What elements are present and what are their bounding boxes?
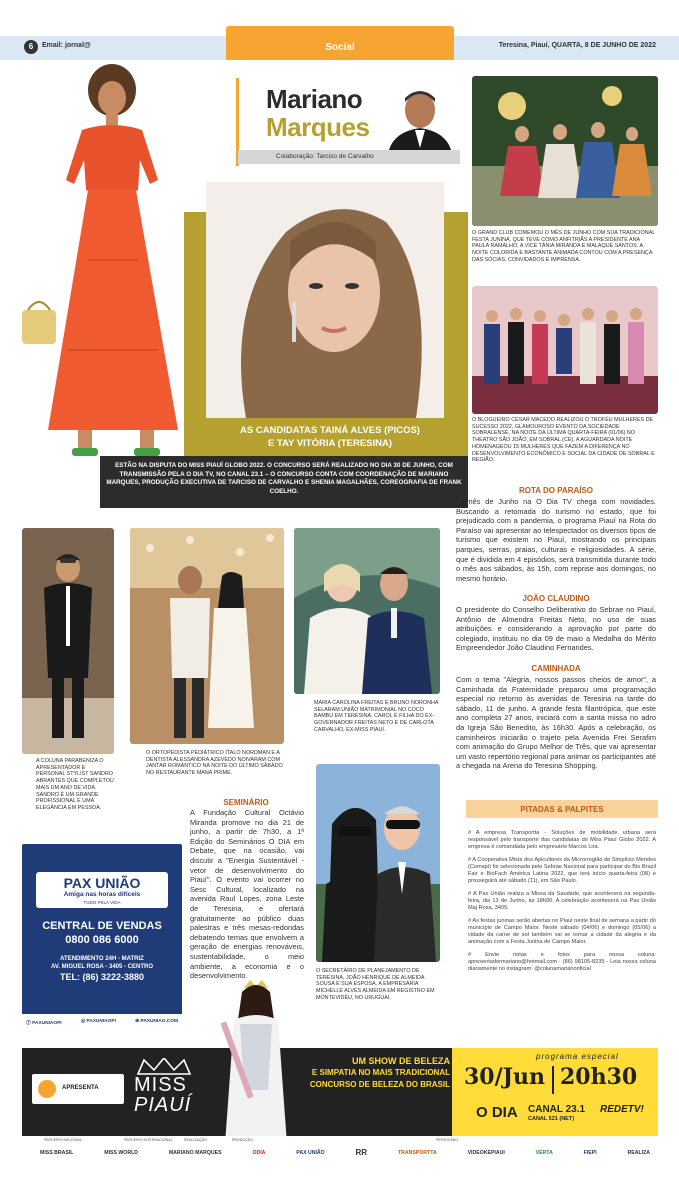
masthead-last-name: Marques	[266, 112, 370, 142]
pax-hours: ATENDIMENTO 24H - MATRIZ	[60, 956, 144, 962]
sponsor-label: PATROCÍNIO	[436, 1138, 458, 1142]
section-tab: Social	[226, 26, 454, 60]
sponsor-label: PARCEIRO NACIONAL	[44, 1138, 82, 1142]
feature-body: ESTÃO NA DISPUTA DO MISS PIAUÍ GLOBO 2022. O CONCURSO SERÁ REALIZADO NO DIA 30 DE JUNHO, COM TRANSMISSÃO PELA O DIA TV, NO CANAL 23.1 – O CONCURSO CONTA COM COORDENAÇÃO DE MARIANO MARQUES, PRODUÇÃO EXECUTIVA DE TARCISO DE CARVALHO E SHENIA MAGALHÃES, COREOGRAFIA DE FRANK COELHO.	[106, 462, 462, 495]
sponsor-label: PRODUÇÃO	[232, 1138, 253, 1142]
pax-website[interactable]	[135, 1019, 178, 1026]
sponsor-logo: VERTA	[535, 1149, 553, 1156]
caption-casal: MARIA CAROLINA FREITAS E BRUNO NORONHA SELARAM UNIÃO MATRIMONIAL NO COCO BAMBU EM TERESINA. CAROL É FILHA DO EX-GOVERNADOR FREITAS NETO E DE CARLOTA CARVALHO, EX-MISS PIAUÍ.	[314, 700, 439, 733]
miss-winner-photo	[214, 980, 298, 1158]
engaged-couple-photo	[130, 528, 284, 744]
pax-slogan: Amiga nas horas difíceis	[63, 891, 141, 898]
pax-address: AV. MIGUEL ROSA - 3405 - CENTRO	[50, 964, 154, 970]
pitadas-item: # A Cooperativa Mista dos Apicultores da Microrregião de Simplício Mendes (Comapi) foi selecionada pelo Sebrae Nacional para participar do Bio Brazil Fair e BioFach América Latina 2022, que terá início quarta-feira (08) e prosseguirá até sábado (11), em São Paulo.	[468, 857, 656, 884]
header-dateline: Teresina, Piauí, QUARTA, 8 DE JUNHO DE 2022	[498, 42, 656, 49]
pax-tagline: TUDO PELA VIDA	[83, 900, 121, 905]
sponsor-label: REALIZAÇÃO	[184, 1138, 207, 1142]
secretario-couple-photo	[316, 764, 440, 962]
header-email: Email: jornal@	[42, 42, 91, 49]
pitadas-title: PITADAS & PALPITES	[520, 805, 604, 814]
stylist-photo	[22, 528, 114, 754]
trofeu-mulheres-photo	[472, 286, 658, 414]
facebook-icon: ⓕ	[26, 1021, 33, 1026]
wedding-couple-photo	[294, 528, 440, 694]
odia-logo: O DIA	[476, 1104, 518, 1121]
canal-net: CANAL 521 (NET)	[528, 1116, 575, 1122]
seminario-body: A Fundação Cultural Octávio Miranda promove no dia 21 de junho, a partir de 7h30, a 1ª Edição do Seminários O DIA em Debate, que na ocasião, vai discutir a "Energia Sustentável - vetor de desenvolvimento do Piauí". O evento vai ocorrer no Sesc Cultural, localizado na avenida Raul Lopes, zona Leste de Teresina, e ofertará gratuitamente ao público duas palestras e três mesas-redondas debatendo temas que envolvem a geração de energias renováveis, sustentabilidade, o meio ambiente, a economia e o desenvolvimento.	[190, 808, 304, 981]
sponsor-logo: TRANSPORTTA	[397, 1149, 437, 1156]
feature-headline-2: E TAY VITÓRIA (TERESINA)	[267, 438, 393, 449]
miss-logo-word: MISS	[134, 1074, 187, 1096]
caminhada-body: Com o tema "Alegria, nossos passos cheios de amor", a Caminhada da Fraternidade preparou uma programação especial no retorno às avenidas de Teresina na tarde do sábado, 11 de junho. A grande festa filantrópica, que este ano completa 27 anos, iniciará com a santa missa no adro da Igreja São Benedito, às 16h30. Após a celebração, os caminheiros iniciarão o trajeto pela Avenida Frei Serafim com animação do Grupo Melhor de Três, que vai apresentar um vasto repertório regional para animar os participantes até a chegada na Arena do Teresina Shopping.	[456, 675, 656, 771]
redetv-logo: REDETV!	[600, 1104, 644, 1115]
piaui-logo-word: PIAUÍ	[134, 1094, 192, 1116]
pax-sales-title: CENTRAL DE VENDAS	[42, 920, 162, 932]
caption-stylist: A COLUNA PARABENIZA O APRESENTADOR E PERSONAL STYLIST SANDRO ABRANTES QUE COMPLETOU MAIS UM ANO DE VIDA. SANDRO É UM GRANDE PROFISSIONAL E UMA ELEGÂNCIA EM PESSOA.	[36, 758, 114, 811]
pax-social-links	[26, 1019, 178, 1026]
banner-slogan-1: UM SHOW DE BELEZA	[352, 1056, 450, 1066]
caption-grand-club: O GRAND CLUB COMEMOU O MÊS DE JUNHO COM SUA TRADICIONAL FESTA JUNINA, QUE TEVE COMO ANFITRIÃS A PRESIDENTE ANA PAULA RAMALHO, A VICE TÂNIA MIRANDA E MALAQUE SANTOS. A NOITE COLORIDA E BASTANTE ANIMADA CONTOU COM A PRESENÇA DAS SÓCIAS, CONVIDADOS E IMPRENSA.	[472, 230, 656, 263]
caption-cesar-macedo: O BLOGUEIRO CÉSAR MACEDO REALIZOU O TROFÉU MULHERES DE SUCESSO 2022, GLAMOUROSO EVENTO DA SOCIEDADE SOBRALENSE, NA NOITE DA ÚLTIMA QUARTA-FEIRA (01/06) NO THEATRO SÃO JOÃO, EM SOBRAL (CE). A AGUARDADA NOITE HOMENAGEOU 15 MULHERES QUE FAZEM A DIFERENÇA NO DESENVOLVIMENTO ECONÔMICO E SOCIAL DA CIDADE DE SOBRAL E REGIÃO.	[472, 417, 655, 464]
pitadas-list	[468, 830, 656, 979]
pitadas-item: # A Pax União realiza a Missa da Saudade, que acontecerá na segunda-feira, dia 13 de Junho, às 18h00. A celebração acontecerá na Pax União Maj Rosa, 3405.	[468, 891, 656, 911]
joao-claudino-body: O presidente do Conselho Deliberativo do Sebrae no Piauí, Antônio de Almendra Freitas Neto, no uso de suas atribuições e considerando a aprovação por parte do colegiado, instituiu no dia 09 de maio a Medalha do Mérito Empreendedor João Claudino Fernandes.	[456, 605, 656, 653]
pax-social-2: PAXUNIAOPI	[86, 1019, 116, 1024]
date-divider	[552, 1066, 554, 1094]
sponsor-logo: REALIZA	[627, 1149, 650, 1156]
programa-label: programa especial	[536, 1052, 619, 1061]
sponsor-logo: PAX UNIÃO	[296, 1149, 325, 1156]
pitadas-item: # As festas juninas serão abertas no Piauí neste final de semana a partir do município de Campo Maior. Neste sábado (04/06) e domingo (05/06) a cidade da carne de sol também vai se tornar a cidade da alegria e da animação com a Festa Junina de Campo Maior.	[468, 918, 656, 945]
sponsor-sun-logo	[38, 1080, 56, 1098]
banner-slogan-2: E SIMPATIA NO MAIS TRADICIONAL	[311, 1068, 450, 1077]
pax-brand: PAX UNIÃO	[63, 875, 141, 891]
instagram-icon: ◎	[80, 1019, 87, 1024]
page-number-badge: 6	[24, 40, 38, 54]
canal-number: CANAL 23.1	[528, 1104, 586, 1115]
masthead-first-name: Mariano	[266, 84, 363, 114]
sponsor-logo: VIDEOKEPIAUI	[467, 1149, 505, 1156]
apresenta-label: APRESENTA	[62, 1085, 99, 1091]
caminhada-title: CAMINHADA	[531, 664, 581, 673]
pax-facebook[interactable]	[26, 1019, 62, 1026]
sponsor-logo: ODIA	[252, 1149, 266, 1156]
feature-headline-1: AS CANDIDATAS TAINÁ ALVES (PICOS)	[240, 425, 420, 436]
banner-slogan-3: CONCURSO DE BELEZA DO BRASIL	[309, 1080, 450, 1089]
broadcast-time: 20h30	[560, 1064, 638, 1090]
sponsor-label: PARCEIRO INTERNACIONAL	[124, 1138, 173, 1142]
rota-body: O mês de Junho na O Dia TV chega com novidades. Buscando a retomada do turismo no estado, que foi prejudicado com a pandemia, o programa Piauí na Rota do Paraíso vai apresentar ao telespectador os diversos tipos de turismo que existem no Piauí, mostrando os principais parques, serras, praias, culturas e religiosidades. A série, que é dividida em 4 episódios, será transmitida durante todo o mês aos sábados, às 15h, com reprise aos domingos, no mesmo horário.	[456, 497, 656, 583]
pitadas-item: # A empresa Transportta - Soluções de mobilidade urbana será responsável pelo transporte das candidatas do Miss Piauí Globo 2022. A empresa é comandada pelo empresário Marcos Lira.	[468, 830, 656, 850]
columnist-portrait	[380, 84, 458, 154]
pax-social-1: PAXUNIAOPI	[32, 1021, 62, 1026]
sponsor-logos	[40, 1148, 650, 1157]
pax-social-3: PAXUNIAO.COM	[140, 1019, 178, 1024]
pax-phone-free: 0800 086 6000	[65, 934, 139, 946]
candidate-portrait-photo	[206, 182, 444, 418]
sponsor-logo: MISS WORLD	[104, 1149, 138, 1156]
model-orange-dress-photo	[8, 60, 208, 460]
pitadas-item: # Envie notas e fotos para nossa coluna: apresentadormariano@hotmail.com · (86) 98105-8235 - Leia nossa coluna diariamente no instagram: @colunamarianooficial	[468, 952, 656, 972]
sponsor-logo: RR	[355, 1148, 368, 1157]
caption-secretario: O SECRETÁRIO DE PLANEJAMENTO DE TERESINA, JOÃO HENRIQUE DE ALMEIDA SOUSA E SUA ESPOSA, A EMPRESÁRIA MICHELLE ALVES ALMEIDA EM REGISTRO EM MONTEVIDÉU, NO URUGUAI.	[316, 968, 435, 1001]
junina-party-photo	[472, 76, 658, 226]
sponsor-logo: FIEPI	[583, 1149, 597, 1156]
sponsor-logo: MARIANO MARQUES	[168, 1149, 222, 1156]
masthead-collaboration: Colaboração: Tarciso de Carvalho	[276, 153, 374, 160]
pax-tel: TEL: (86) 3222-3880	[59, 972, 145, 982]
seminario-title: SEMINÁRIO	[223, 798, 269, 807]
rota-title: ROTA DO PARAÍSO	[518, 486, 594, 495]
caption-ortopedista: O ORTOPEDISTA PEDIÁTRICO ÍTALO NORDMAN E A DENTISTA ALESSANDRA AZEVEDO NOIVARAM COM JANTAR ROMÂNTICO NA NOITE DO ÚLTIMO SÁBADO NO RESTAURANTE MANA PRIME.	[146, 750, 283, 777]
globe-icon: ⊕	[135, 1019, 141, 1024]
sponsor-logo: MISS BRASIL	[40, 1149, 74, 1156]
joao-claudino-title: JOÃO CLAUDINO	[522, 594, 590, 603]
pax-instagram[interactable]	[81, 1019, 116, 1026]
broadcast-date: 30/Jun	[464, 1064, 546, 1090]
